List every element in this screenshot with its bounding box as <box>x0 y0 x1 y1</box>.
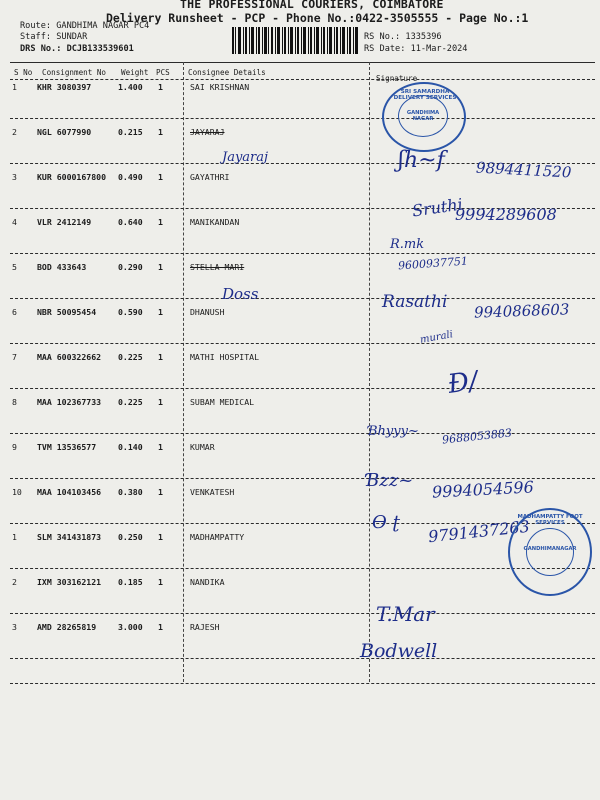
row-consignee: MANIKANDAN <box>190 217 240 227</box>
table-row <box>0 262 600 306</box>
row-weight: 0.250 <box>118 532 143 542</box>
staff-label: Staff: SUNDAR <box>20 32 88 42</box>
row-consignment: BOD 433643 <box>37 262 87 272</box>
runsheet-subtitle: Delivery Runsheet - PCP - Phone No.:0422-3505555 - Page No.:1 <box>106 11 529 25</box>
row-pcs: 1 <box>158 532 163 542</box>
row-weight: 0.140 <box>118 442 143 452</box>
col-header-consignee: Consignee Details <box>188 68 266 77</box>
handwritten-phone-1: 9894411520 <box>475 158 572 182</box>
table-row <box>0 352 600 396</box>
row-consignee: KUMAR <box>190 442 215 452</box>
handwritten-rasathi: Rasathi <box>382 292 448 312</box>
row-separator <box>10 343 595 344</box>
stamp-top-text: SRI SAMARDHA DELIVERY SERVICES <box>393 89 457 101</box>
row-consignee: JAYARAJ <box>190 127 225 137</box>
rs-date: RS Date: 11-Mar-2024 <box>364 44 468 54</box>
row-pcs: 1 <box>158 262 163 272</box>
col-header-pcs: PCS <box>156 68 170 77</box>
row-consignment: NBR 50095454 <box>37 307 97 317</box>
row-consignment: MAA 600322662 <box>37 352 102 362</box>
row-sno: 3 <box>12 172 17 182</box>
handwritten-phone-5: 9688053883 <box>441 426 513 447</box>
signature-9: Ɓzz~ <box>366 470 414 491</box>
signature-7: Ð/ <box>446 366 480 400</box>
handwritten-last-signature: Bodwell <box>360 640 438 662</box>
row-consignee: NANDIKA <box>190 577 225 587</box>
row-consignee: VENKATESH <box>190 487 235 497</box>
row-sno: 10 <box>12 487 22 497</box>
row-consignment: MAA 102367733 <box>37 397 102 407</box>
handwritten-murali: murali <box>419 329 454 346</box>
row-separator <box>10 613 595 614</box>
row-consignee: SAI KRISHNAN <box>190 82 250 92</box>
row-consignment: KUR 6000167800 <box>37 172 107 182</box>
row-separator <box>10 658 595 659</box>
handwritten-phone-6: 9994054596 <box>431 477 535 502</box>
row-consignment: NGL 6077990 <box>37 127 92 137</box>
row-sno: 9 <box>12 442 17 452</box>
handwritten-sruthi: Sruthi <box>410 194 464 221</box>
delivery-stamp-bottom <box>508 508 592 596</box>
row-pcs: 1 <box>158 622 163 632</box>
row-pcs: 1 <box>158 82 163 92</box>
row-pcs: 1 <box>158 442 163 452</box>
delivery-stamp-top <box>382 82 466 152</box>
col-header-consignment: Consignment No <box>42 68 107 77</box>
handwritten-jayaraj: Jayaraj <box>222 150 269 165</box>
stamp-bottom-center: GANDHIMANAGAR <box>523 546 577 552</box>
table-row <box>0 577 600 621</box>
row-pcs: 1 <box>158 397 163 407</box>
row-sno: 1 <box>12 82 17 92</box>
row-weight: 0.590 <box>118 307 143 317</box>
row-sno: 6 <box>12 307 17 317</box>
handwritten-phone-2: 9994289608 <box>455 205 557 224</box>
row-consignee: MADHAMPATTY <box>190 532 245 542</box>
row-sno: 4 <box>12 217 17 227</box>
stamp-top-center: GANDHIMA NAGAR <box>406 110 440 122</box>
row-separator <box>10 253 595 254</box>
handwritten-doss: Doss <box>222 285 259 303</box>
row-pcs: 1 <box>158 577 163 587</box>
row-pcs: 1 <box>158 352 163 362</box>
row-consignee: SUBAM MEDICAL <box>190 397 255 407</box>
row-sno: 2 <box>12 577 17 587</box>
drs-number: DRS No.: DCJB133539601 <box>20 44 134 54</box>
row-consignment: SLM 341431873 <box>37 532 102 542</box>
row-pcs: 1 <box>158 127 163 137</box>
row-sno: 2 <box>12 127 17 137</box>
table-bottom-rule <box>10 683 595 684</box>
table-top-rule <box>10 62 595 63</box>
row-sno: 1 <box>12 532 17 542</box>
row-consignment: VLR 2412149 <box>37 217 92 227</box>
row-consignee: STELLA MARI <box>190 262 245 272</box>
stamp-bottom-text: MADHAMPATTY FOOT SERVICES <box>517 514 583 526</box>
row-weight: 0.225 <box>118 397 143 407</box>
signature-8: Ɓhyyy~ <box>368 424 419 439</box>
signature-1: ʃh~f <box>398 148 445 173</box>
handwritten-phone-3: 9600937751 <box>397 254 469 273</box>
table-row <box>0 82 600 126</box>
row-sno: 3 <box>12 622 17 632</box>
handwritten-tmar: T.Mar <box>376 602 435 626</box>
row-sno: 5 <box>12 262 17 272</box>
row-weight: 0.215 <box>118 127 143 137</box>
row-consignment: IXM 303162121 <box>37 577 102 587</box>
row-consignee: RAJESH <box>190 622 220 632</box>
header-rule <box>10 79 595 80</box>
row-weight: 0.640 <box>118 217 143 227</box>
row-consignment: MAA 104103456 <box>37 487 102 497</box>
row-weight: 0.290 <box>118 262 143 272</box>
barcode-image <box>232 27 358 54</box>
rs-number: RS No.: 1335396 <box>364 32 442 42</box>
row-pcs: 1 <box>158 217 163 227</box>
row-weight: 0.490 <box>118 172 143 182</box>
row-pcs: 1 <box>158 307 163 317</box>
row-weight: 1.400 <box>118 82 143 92</box>
row-consignment: TVM 13536577 <box>37 442 97 452</box>
row-separator <box>10 568 595 569</box>
route-label: Route: GANDHIMA NAGAR PC4 <box>20 21 150 31</box>
row-sno: 8 <box>12 397 17 407</box>
row-pcs: 1 <box>158 487 163 497</box>
col-header-weight: Weight <box>121 68 149 77</box>
row-separator <box>10 298 595 299</box>
company-title: THE PROFESSIONAL COURIERS, COIMBATORE <box>180 0 444 11</box>
row-consignee: DHANUSH <box>190 307 225 317</box>
row-weight: 3.000 <box>118 622 143 632</box>
row-consignee: GAYATHRI <box>190 172 230 182</box>
row-consignee: MATHI HOSPITAL <box>190 352 260 362</box>
row-consignment: AMD 28265819 <box>37 622 97 632</box>
row-pcs: 1 <box>158 172 163 182</box>
handwritten-phone-7: 9791437263 <box>427 516 531 547</box>
row-separator <box>10 118 595 119</box>
col-header-signature: Signature <box>376 74 418 83</box>
col-header-sno: S No <box>14 68 33 77</box>
row-weight: 0.185 <box>118 577 143 587</box>
signature-10: Ɵ ʈ <box>372 512 400 533</box>
row-consignment: KHR 3080397 <box>37 82 92 92</box>
row-sno: 7 <box>12 352 17 362</box>
row-weight: 0.380 <box>118 487 143 497</box>
row-weight: 0.225 <box>118 352 143 362</box>
row-separator <box>10 388 595 389</box>
handwritten-phone-4: 9940868603 <box>473 300 570 322</box>
table-row <box>0 622 600 666</box>
handwritten-rmk: R.mk <box>390 237 425 252</box>
